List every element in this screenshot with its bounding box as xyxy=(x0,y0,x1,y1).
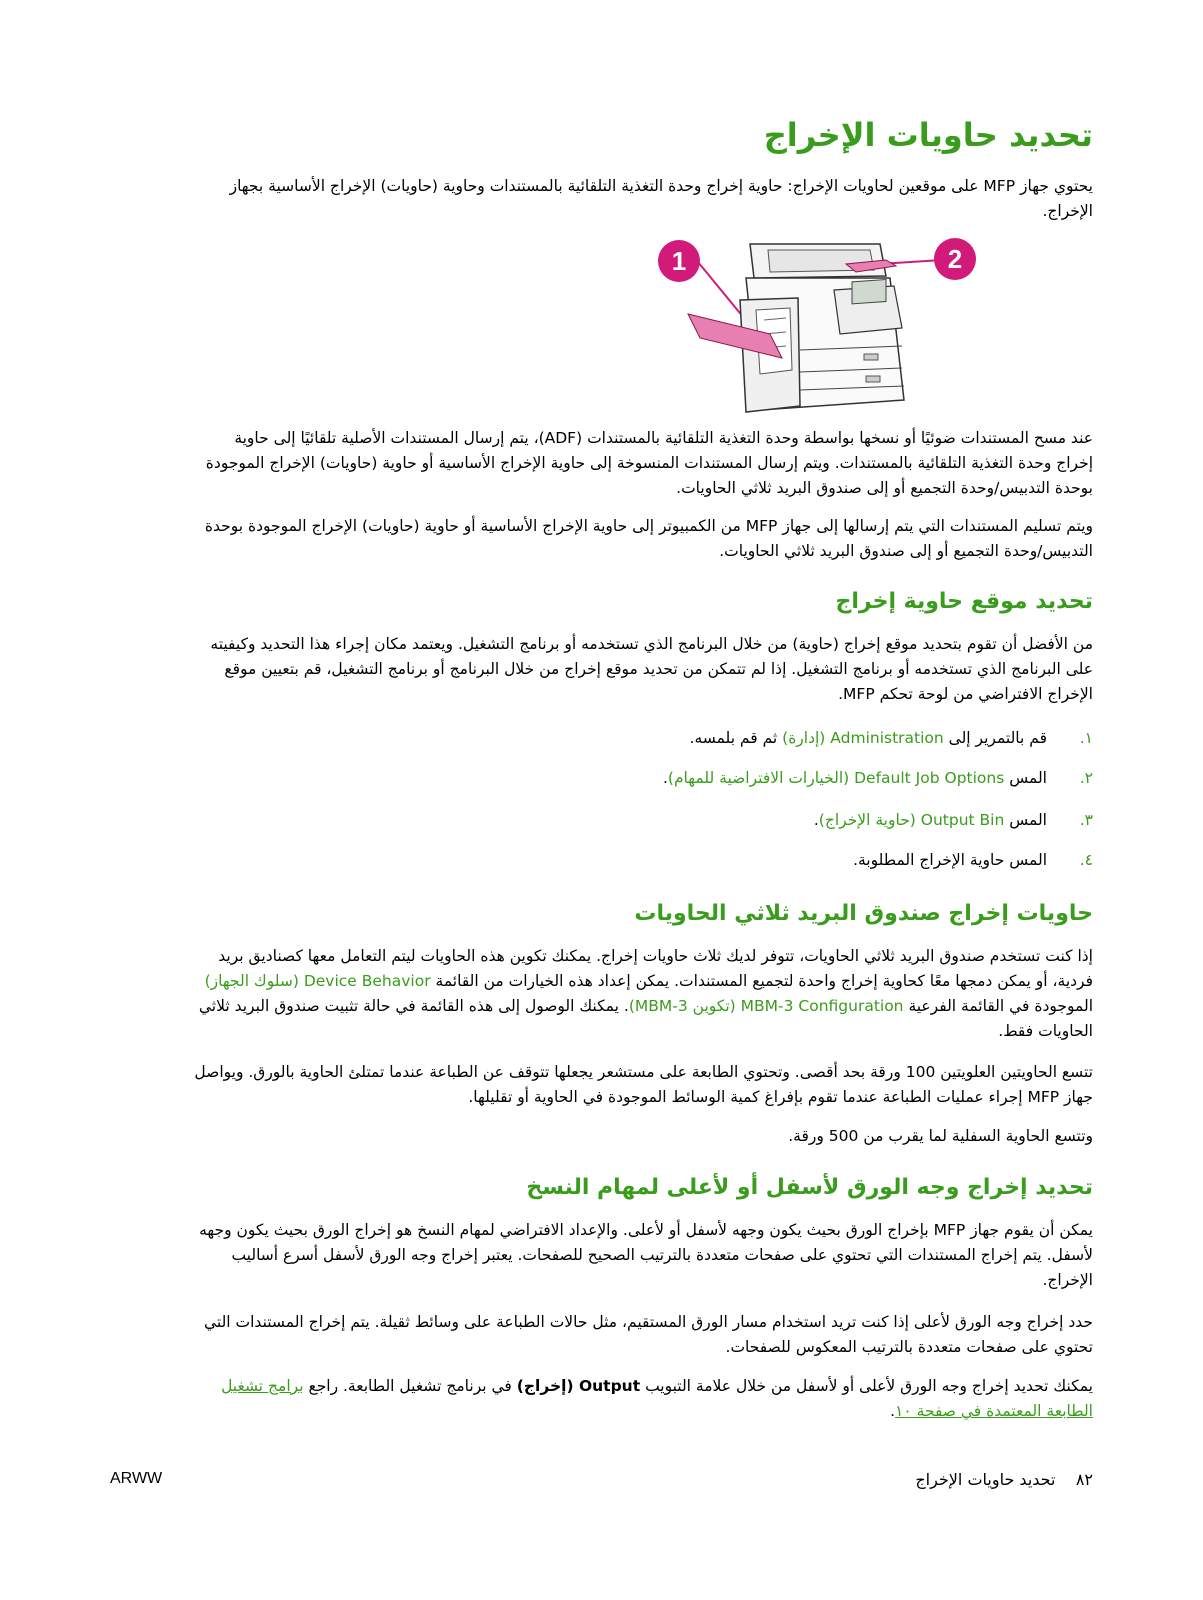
facing-paragraph-1: يمكن أن يقوم جهاز MFP بإخراج الورق بحيث يكون وجهه لأسفل أو لأعلى. والإعداد الافتراضي لمهام النسخ هو إخراج الورق بحيث يكون وجهه لأسفل. يتم إخراج المستندات التي تحتوي على صفحات متعددة بالترتيب الصحيح للصفحات. يعتبر إخراج وجه الورق لأسفل أسرع أساليب الإخراج. xyxy=(199,1221,1093,1289)
footer-section-name: تحديد حاويات الإخراج xyxy=(915,1470,1056,1489)
mailbox-text: إذا كنت تستخدم صندوق البريد ثلاثي الحاويات، تتوفر لديك ثلاث حاويات إخراج. يمكنك تكوين هذه الحاويات ليتم التعامل معها كصناديق بريد فردية، أو يمكن دمجها معًا كحاوية إخراج واحدة لتجميع المستندات. يمكن إعداد هذه الخيارات من القائمة xyxy=(218,947,1093,990)
mailbox-paragraph-3: وتتسع الحاوية السفلية لما يقرب من 500 ورقة. xyxy=(788,1127,1093,1145)
step-text: المس حاوية الإخراج المطلوبة. xyxy=(853,851,1047,869)
mailbox-text: . يمكنك الوصول إلى هذه القائمة في حالة تثبيت صندوق البريد ثلاثي الحاويات فقط. xyxy=(198,997,1093,1040)
printer-drivers-link[interactable]: برامج تشغيل الطابعة المعتمدة في صفحة ١٠ xyxy=(221,1377,1093,1420)
step-text: المس xyxy=(1004,769,1047,787)
mailbox-text: الموجودة في القائمة الفرعية xyxy=(903,997,1093,1015)
mailbox-paragraph-2: تتسع الحاويتين العلويتين 100 ورقة بحد أقصى. وتحتوي الطابعة على مستشعر يجعلها تتوقف عن الطباعة عندما تمتلئ الحاوية بالورق. ويواصل جهاز MFP إجراء عمليات الطباعة عندما تقوم بإفراغ كمية الوسائط الموجودة في الحاوية أو تقليلها. xyxy=(194,1063,1093,1106)
page-title: تحديد حاويات الإخراج xyxy=(763,116,1093,154)
intro-paragraph: يحتوي جهاز MFP على موقعين لحاويات الإخراج: حاوية إخراج وحدة التغذية التلقائية بالمستندات وحاوية (حاويات) الإخراج الأساسية بجهاز الإخراج. xyxy=(229,177,1093,220)
section-heading-face-up-down: تحديد إخراج وجه الورق لأسفل أو لأعلى لمهام النسخ xyxy=(526,1175,1093,1200)
section-heading-select-output: تحديد موقع حاوية إخراج xyxy=(835,589,1093,614)
section-heading-mailbox: حاويات إخراج صندوق البريد ثلاثي الحاويات xyxy=(634,901,1093,926)
printer-figure xyxy=(650,230,990,420)
callout-1: 1 xyxy=(658,240,700,282)
step-number: ١. xyxy=(1079,729,1093,747)
step-number: ٤. xyxy=(1079,851,1093,869)
facing-paragraph-2: حدد إخراج وجه الورق لأعلى إذا كنت تريد استخدام مسار الورق المستقيم، مثل حالات الطباعة على وسائط ثقيلة. يتم إخراج المستندات التي تحتوي على صفحات متعددة بالترتيب المعكوس للصفحات. xyxy=(203,1313,1093,1356)
step-text: . xyxy=(662,769,668,787)
step-text: . xyxy=(813,811,819,829)
facing-text: يمكنك تحديد إخراج وجه الورق لأعلى أو لأسفل من خلال علامة التبويب xyxy=(640,1377,1093,1395)
page-number: ٨٢ xyxy=(1075,1470,1093,1489)
menu-item-administration: Administration (إدارة) xyxy=(782,729,944,747)
mfp-delivery-paragraph: ويتم تسليم المستندات التي يتم إرسالها إلى جهاز MFP من الكمبيوتر إلى حاوية الإخراج الأساسية أو حاوية (حاويات) الإخراج الموجودة بوحدة التدبيس/وحدة التجميع أو إلى صندوق البريد ثلاثي الحاويات. xyxy=(204,517,1093,560)
facing-text: في برنامج تشغيل الطابعة. راجع xyxy=(303,1377,517,1395)
footer-page-info xyxy=(915,1470,1093,1489)
footer-doc-code: ARWW xyxy=(110,1470,163,1487)
adf-paragraph: عند مسح المستندات ضوئيًا أو نسخها بواسطة وحدة التغذية التلقائية بالمستندات (ADF)، يتم إرسال المستندات الأصلية تلقائيًا إلى حاوية إخراج وحدة التغذية التلقائية بالمستندات. ويتم إرسال المستندات المنسوخة إلى حاوية الإخراج الأساسية أو حاوية (حاويات) الإخراج الموجودة بوحدة التدبيس/وحدة التجميع أو إلى صندوق البريد ثلاثي الحاويات. xyxy=(205,429,1093,497)
step-number: ٣. xyxy=(1079,811,1093,829)
facing-paragraph-3 xyxy=(193,1374,1093,1424)
callout-2: 2 xyxy=(934,238,976,280)
mailbox-paragraph-1 xyxy=(193,944,1093,1044)
step-text: قم بالتمرير إلى xyxy=(943,729,1047,747)
facing-text: . xyxy=(890,1402,896,1420)
menu-item-device-behavior: Device Behavior (سلوك الجهاز) xyxy=(204,972,431,990)
menu-item-mbm3-configuration: MBM-3 Configuration (تكوين MBM-3) xyxy=(628,997,904,1015)
menu-item-output-bin: Output Bin (حاوية الإخراج) xyxy=(818,811,1005,829)
output-tab-label: Output (إخراج) xyxy=(516,1377,641,1395)
menu-item-default-job-options: Default Job Options (الخيارات الافتراضية للمهام) xyxy=(667,769,1005,787)
select-output-paragraph: من الأفضل أن تقوم بتحديد موقع إخراج (حاوية) من خلال البرنامج الذي تستخدمه أو برنامج التشغيل. ويعتمد مكان إجراء هذا التحديد وكيفيته على البرنامج الذي تستخدمه أو برنامج التشغيل. إذا لم تتمكن من تحديد موقع إخراج من خلال البرنامج أو برنامج التشغيل، قم بتعيين موقع الإخراج الافتراضي من لوحة تحكم MFP. xyxy=(210,635,1093,703)
step-number: ٢. xyxy=(1079,769,1093,787)
step-text: المس xyxy=(1004,811,1047,829)
step-text: ثم قم بلمسه. xyxy=(689,729,783,747)
